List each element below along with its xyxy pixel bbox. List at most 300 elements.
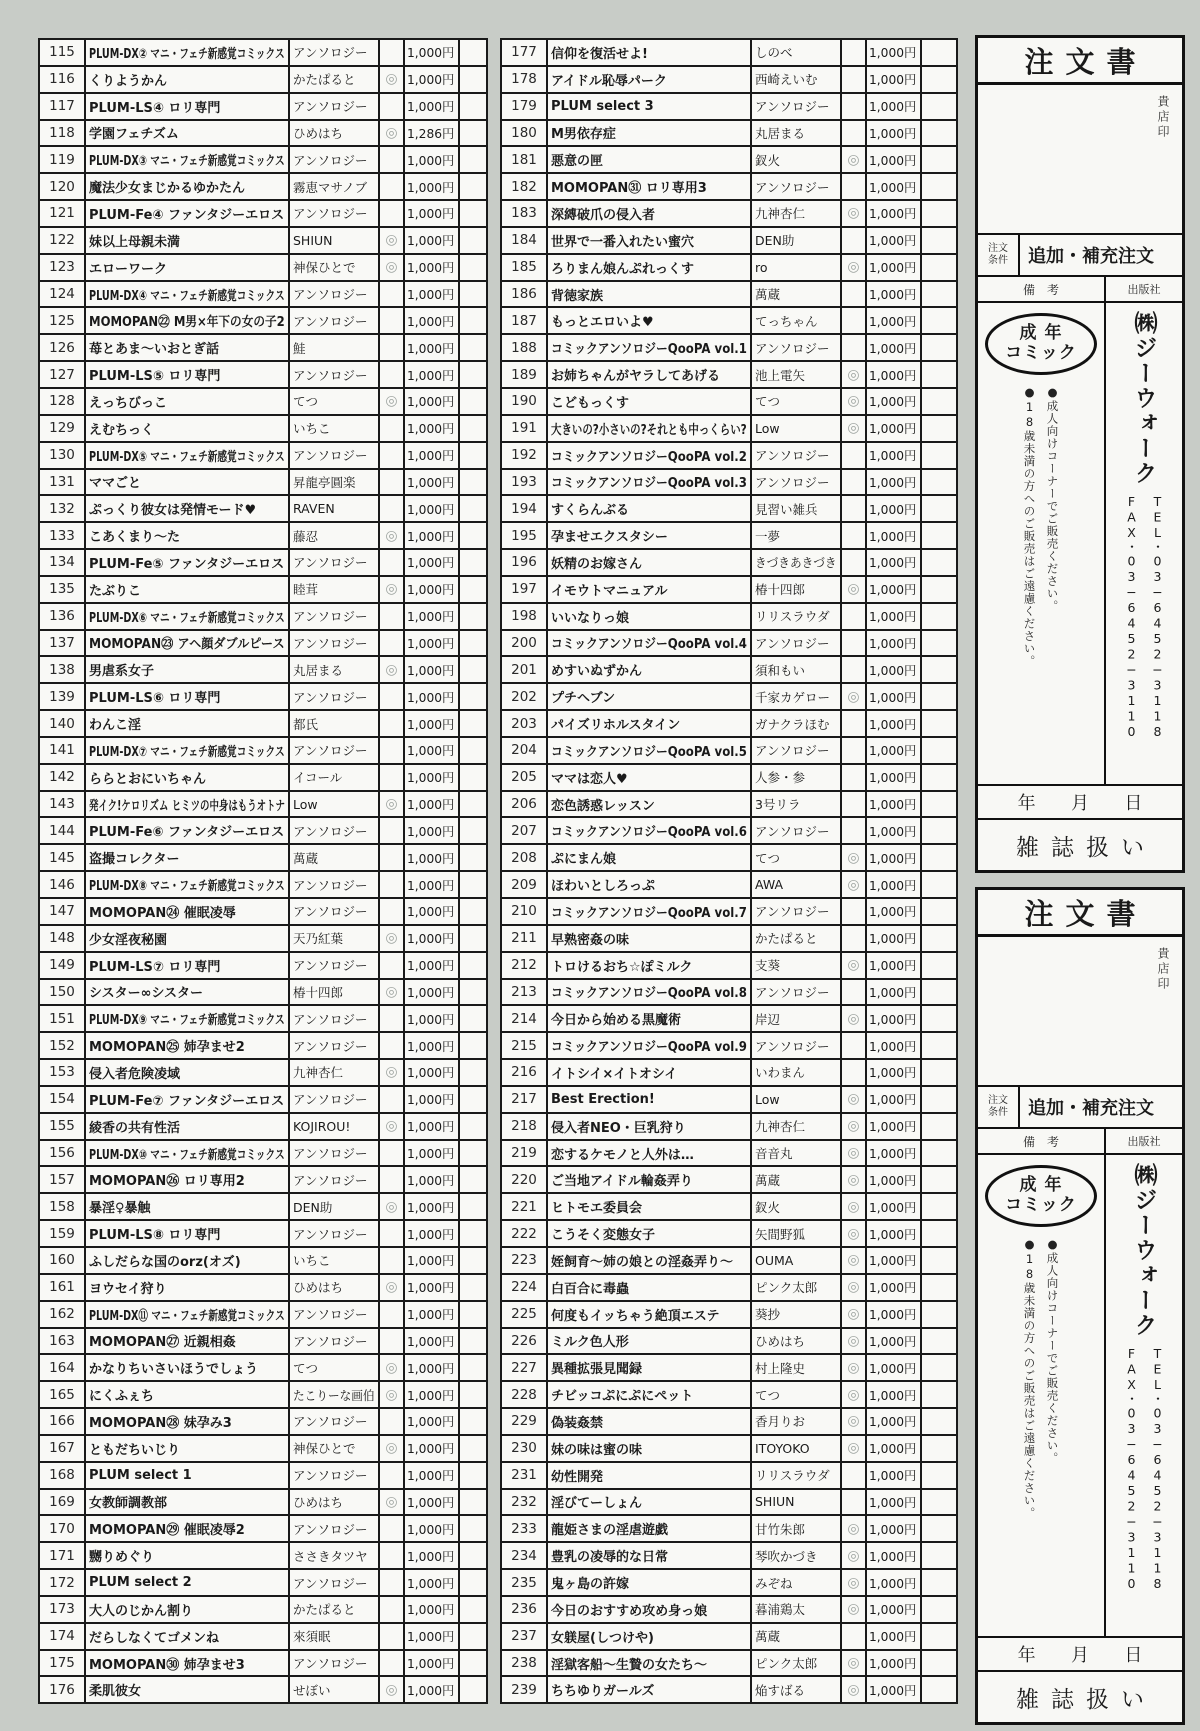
cell-mark [380,362,405,387]
cell-price [867,792,922,817]
cell-text-author: アンソロジー [293,152,368,168]
order-qty-box [922,1329,956,1354]
cell-text-title: PLUM select 2 [89,1575,192,1591]
order-form-panel [975,887,1185,1725]
order-qty-box [460,738,486,763]
order-qty-box [922,1275,956,1300]
cell-text-no: 169 [49,1493,75,1510]
cell-price [867,1167,922,1192]
cell-mark [842,1087,867,1112]
publisher-name: ㈱ジーウォーク [1130,311,1157,486]
order-qty-box [922,147,956,172]
order-qty-box [922,738,956,763]
cell-text-author: てつ [293,1360,319,1376]
cell-author [290,1033,380,1058]
cell-text-mark: ◎ [847,688,860,705]
date-month-label: 月 [1070,1645,1089,1666]
cell-text-no: 131 [49,473,75,490]
cell-text-mark: ◎ [385,1118,398,1135]
cell-title [86,1677,290,1702]
cell-text-price: 1,000円 [407,394,455,410]
cell-text-title: すくらんぶる [551,503,630,519]
cell-text-no: 132 [49,500,75,517]
cell-price [405,657,460,682]
cell-price [867,496,922,521]
cell-title [548,1597,752,1622]
cell-title [548,1033,752,1058]
cell-title [86,1409,290,1434]
table-row [502,577,956,604]
table-row [502,684,956,711]
order-qty-box [922,1543,956,1568]
cell-title [86,362,290,387]
cell-text-price: 1,000円 [869,1092,917,1108]
cell-no [40,389,86,414]
cell-text-no: 191 [511,420,537,437]
cell-text-mark: ◎ [385,930,398,947]
cell-text-mark: ◎ [847,1279,860,1296]
cell-no [502,1033,548,1058]
cell-title [86,308,290,333]
cell-text-price: 1,000円 [869,823,917,839]
cell-price [405,1114,460,1139]
cell-text-no: 187 [511,312,537,329]
cell-text-no: 116 [49,71,75,88]
cell-mark [842,738,867,763]
cell-text-author: 椿十四郎 [755,582,806,598]
cell-text-no: 146 [49,876,75,893]
cell-text-title: 姪飼育〜姉の娘との淫姦弄り〜 [551,1254,734,1270]
order-qty-box [460,792,486,817]
cell-no [502,926,548,951]
cell-mark [842,1141,867,1166]
cell-mark [380,1597,405,1622]
cell-mark [842,1355,867,1380]
cell-title [86,1355,290,1380]
cell-author [290,1436,380,1461]
date-month-label: 月 [1070,793,1089,814]
remarks-cell [978,1155,1106,1636]
remarks-header: 備考 [978,1129,1106,1153]
cell-text-no: 153 [49,1064,75,1081]
table-row [40,818,486,845]
order-qty-box [922,1114,956,1139]
cell-text-no: 198 [511,608,537,625]
cell-text-price: 1,000円 [407,823,455,839]
cell-price [867,711,922,736]
cell-text-title: だらしなくてゴメンね [89,1630,220,1646]
cell-price [405,926,460,951]
cell-text-author: 椿十四郎 [293,984,344,1000]
cell-no [502,657,548,682]
cell-no [40,711,86,736]
order-qty-box [922,684,956,709]
order-qty-box [460,389,486,414]
cell-author [752,684,842,709]
cell-text-no: 215 [511,1037,537,1054]
cell-text-no: 201 [511,661,537,678]
order-qty-box [922,1033,956,1058]
cell-text-price: 1,000円 [869,1065,917,1081]
cell-text-title: PLUM-DX⑨ マニ・フェチ新感覚コミックス [89,1013,285,1029]
cell-mark [842,1167,867,1192]
table-row [40,765,486,792]
cell-author [752,818,842,843]
cell-text-author: 九神杏仁 [755,206,806,222]
cell-text-no: 234 [511,1547,537,1564]
cell-no [40,1490,86,1515]
cell-author [752,335,842,360]
cell-text-author: かたぱると [293,72,356,88]
cell-mark [380,1624,405,1649]
cell-text-author: てつ [755,850,781,866]
cell-text-title: PLUM-DX⑩ マニ・フェチ新感覚コミックス [89,1147,285,1163]
cell-author [290,1570,380,1595]
cell-text-title: 偽装姦禁 [551,1415,604,1431]
cell-text-title: PLUM select 1 [89,1467,192,1483]
table-row [502,1087,956,1114]
cell-author [752,362,842,387]
cell-mark [380,631,405,656]
cell-text-no: 189 [511,366,537,383]
cell-price [405,1221,460,1246]
cell-price [405,255,460,280]
table-row [40,872,486,899]
cell-author [290,1490,380,1515]
cell-text-mark: ◎ [847,1359,860,1376]
cell-text-title: 学園フェチズム [89,127,179,143]
order-qty-box [460,765,486,790]
cell-author [290,899,380,924]
cell-mark [842,980,867,1005]
cell-mark [380,980,405,1005]
cell-text-mark: ◎ [847,1574,860,1591]
table-row [502,1597,956,1624]
date-day-label: 日 [1124,793,1143,814]
cell-author [290,550,380,575]
cell-text-title: いいなりっ娘 [551,610,630,626]
cell-author [290,1221,380,1246]
cell-text-mark: ◎ [847,420,860,437]
order-qty-box [922,1597,956,1622]
cell-text-price: 1,000円 [869,1602,917,1618]
cell-text-no: 161 [49,1279,75,1296]
cell-text-title: コミックアンソロジーQooPA vol.9 [551,1040,747,1056]
cell-author [752,1570,842,1595]
cell-no [40,818,86,843]
cell-no [502,1624,548,1649]
cell-author [752,1248,842,1273]
cell-no [40,1087,86,1112]
cell-text-title: 淫獄客船〜生贄の女たち〜 [551,1657,708,1673]
cell-text-no: 228 [511,1386,537,1403]
order-qty-box [460,362,486,387]
cell-price [405,1355,460,1380]
cell-text-no: 138 [49,661,75,678]
cell-no [40,577,86,602]
cell-price [867,953,922,978]
cell-no [40,362,86,387]
order-qty-box [460,550,486,575]
cell-text-price: 1,000円 [407,528,455,544]
cell-text-author: 九神杏仁 [755,1119,806,1135]
cell-author [752,1194,842,1219]
cell-price [867,765,922,790]
cell-mark [842,228,867,253]
cell-price [405,443,460,468]
cell-text-price: 1,000円 [407,45,455,61]
cell-title [548,1570,752,1595]
table-row [502,228,956,255]
cell-no [502,1651,548,1676]
cell-title [86,953,290,978]
cell-text-no: 135 [49,581,75,598]
cell-text-price: 1,000円 [407,743,455,759]
cell-no [502,228,548,253]
cell-author [290,1677,380,1702]
cell-author [290,738,380,763]
cell-text-mark: ◎ [385,983,398,1000]
cell-text-price: 1,000円 [869,1656,917,1672]
cell-no [40,550,86,575]
cell-mark [380,1194,405,1219]
cell-text-no: 172 [49,1574,75,1591]
order-qty-box [922,1677,956,1702]
cell-text-no: 202 [511,688,537,705]
table-row [502,1677,956,1702]
cell-mark [842,1570,867,1595]
table-row [40,1677,486,1702]
cell-title [548,792,752,817]
cell-text-author: 神保ひとで [293,1441,356,1457]
cell-no [502,523,548,548]
cell-no [502,67,548,92]
cell-text-price: 1,000円 [407,582,455,598]
cell-price [405,1409,460,1434]
cell-text-author: 都氏 [293,716,319,732]
cell-title [548,174,752,199]
cell-title [548,1436,752,1461]
order-qty-box [460,496,486,521]
order-qty-box [460,1006,486,1031]
cell-title [86,1329,290,1354]
cell-no [40,40,86,65]
cell-no [502,1409,548,1434]
cell-text-author: 釵火 [755,1199,781,1215]
cell-text-title: めすいぬずかん [551,664,643,680]
cell-text-no: 122 [49,232,75,249]
cell-text-author: ガナクラほむ [755,716,830,732]
table-row [40,1141,486,1168]
cell-mark [380,1677,405,1702]
order-qty-box [460,335,486,360]
cell-author [290,1141,380,1166]
cell-author [752,738,842,763]
table-row [40,1194,486,1221]
cell-title [548,40,752,65]
cell-text-price: 1,000円 [869,1011,917,1027]
cell-text-price: 1,000円 [407,72,455,88]
cell-author [290,362,380,387]
order-qty-box [460,577,486,602]
order-qty-box [922,121,956,146]
cell-text-author: アンソロジー [293,1521,368,1537]
cell-price [867,1355,922,1380]
order-qty-box [922,711,956,736]
cell-price [867,362,922,387]
cell-title [548,577,752,602]
order-conditions-row [978,235,1182,277]
cell-text-author: 睦茸 [293,582,319,598]
publisher-name: ㈱ジーウォーク [1130,1163,1157,1338]
cell-mark [842,255,867,280]
cell-text-mark: ◎ [847,876,860,893]
cell-text-title: MOMOPAN㉙ 催眠凌辱2 [89,1523,245,1539]
cell-mark [380,1409,405,1434]
cell-price [867,1114,922,1139]
cell-no [502,1141,548,1166]
table-row [40,657,486,684]
cell-text-no: 216 [511,1064,537,1081]
cell-text-no: 195 [511,527,537,544]
cell-text-price: 1,000円 [869,1548,917,1564]
cell-text-price: 1,000円 [869,1226,917,1242]
cell-title [548,67,752,92]
order-qty-box [922,362,956,387]
cell-title [86,1006,290,1031]
cell-author [290,872,380,897]
cell-price [867,523,922,548]
cell-author [290,228,380,253]
table-row [40,1033,486,1060]
date-row [978,784,1182,818]
cell-text-author: アンソロジー [293,823,368,839]
cell-text-mark: ◎ [847,1252,860,1269]
cell-author [290,40,380,65]
cell-title [548,255,752,280]
cell-text-title: PLUM-Fe⑥ ファンタジーエロス [89,825,285,841]
order-qty-box [922,1302,956,1327]
cell-text-price: 1,000円 [407,1280,455,1296]
cell-price [405,1436,460,1461]
cell-author [752,845,842,870]
table-row [40,550,486,577]
cell-text-author: ささきタツヤ [293,1548,368,1564]
cell-title [548,711,752,736]
cell-text-title: コミックアンソロジーQooPA vol.8 [551,986,747,1002]
cell-text-author: アンソロジー [293,1333,368,1349]
cell-text-title: ヒトモエ委員会 [551,1201,643,1217]
cell-text-no: 222 [511,1225,537,1242]
cell-title [86,980,290,1005]
cell-mark [380,282,405,307]
cell-text-price: 1,000円 [407,287,455,303]
cell-text-title: かなりちいさいほうでしょう [89,1362,259,1378]
cell-mark [842,684,867,709]
order-qty-box [922,550,956,575]
table-row [502,335,956,362]
cell-text-author: 鮭 [293,340,306,356]
cell-text-author: 萬蔵 [755,1629,781,1645]
cell-text-price: 1,000円 [869,99,917,115]
cell-author [290,577,380,602]
cell-text-author: てつ [293,394,319,410]
order-qty-box [922,872,956,897]
cell-title [548,1516,752,1541]
cell-no [502,604,548,629]
cell-no [40,1275,86,1300]
cell-text-author: ひめはち [755,1333,806,1349]
cell-text-no: 149 [49,957,75,974]
cell-author [752,1114,842,1139]
cell-price [405,67,460,92]
cell-text-no: 237 [511,1628,537,1645]
cell-text-title: 女教師調教部 [89,1496,168,1512]
cell-text-author: ITOYOKO [755,1440,810,1456]
table-row [40,792,486,819]
cell-text-no: 188 [511,339,537,356]
order-qty-box [922,818,956,843]
order-qty-box [460,1275,486,1300]
cell-text-title: イトシイ×イトオシイ [551,1066,678,1082]
table-row [40,711,486,738]
cell-text-no: 204 [511,742,537,759]
cell-text-price: 1,000円 [869,609,917,625]
cell-text-author: いちこ [293,421,331,437]
cell-text-no: 147 [49,903,75,920]
cell-text-author: アンソロジー [755,984,830,1000]
cell-mark [842,282,867,307]
cell-text-price: 1,000円 [407,1521,455,1537]
publisher-header: 出版社 [1127,1135,1161,1148]
cell-no [502,416,548,441]
cell-mark [380,684,405,709]
table-row [40,416,486,443]
cell-no [40,1382,86,1407]
table-row [40,523,486,550]
notice-adult-corner: ●成人向けコーナーでご販売ください。 [1045,385,1060,613]
order-qty-box [460,980,486,1005]
cell-mark [380,121,405,146]
order-qty-box [460,818,486,843]
cell-mark [842,523,867,548]
cell-title [548,926,752,951]
cell-price [405,201,460,226]
cell-text-price: 1,000円 [869,689,917,705]
cell-text-author: アンソロジー [293,743,368,759]
table-row [40,1436,486,1463]
cell-text-price: 1,000円 [407,1441,455,1457]
cell-text-title: MOMOPAN㉕ 姉孕ませ2 [89,1040,245,1056]
cell-text-title: ヨウセイ狩り [89,1281,167,1297]
cell-author [752,899,842,924]
cell-text-author: 葵抄 [755,1307,781,1323]
cell-text-author: アンソロジー [293,689,368,705]
order-qty-box [922,1651,956,1676]
order-qty-box [460,1302,486,1327]
cell-price [867,604,922,629]
cell-price [867,1651,922,1676]
cell-no [40,1677,86,1702]
cell-text-title: えむちっく [89,422,155,438]
cell-text-author: 香月りお [755,1414,806,1430]
cell-price [867,147,922,172]
cell-mark [842,67,867,92]
table-row [502,765,956,792]
cell-title [86,470,290,495]
cell-mark [380,1060,405,1085]
cell-title [548,1382,752,1407]
